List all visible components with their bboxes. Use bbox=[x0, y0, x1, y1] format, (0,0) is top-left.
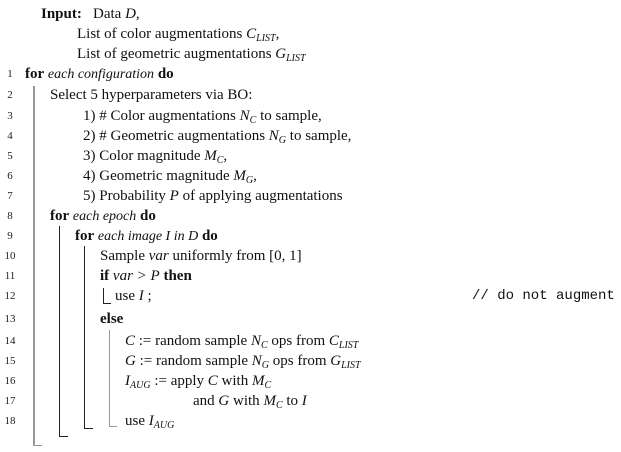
for-configuration-line: for each configuration do bbox=[25, 66, 174, 82]
line-number: 15 bbox=[4, 355, 16, 367]
hyperparam-geometric-magnitude: 4) Geometric magnitude $M_G$, bbox=[83, 168, 257, 186]
block-end-configuration bbox=[33, 445, 42, 446]
block-bar-if bbox=[103, 288, 104, 304]
line-number: 17 bbox=[4, 395, 16, 407]
line-number: 8 bbox=[7, 210, 13, 222]
line-number: 1 bbox=[7, 68, 13, 80]
line-number: 11 bbox=[4, 270, 16, 282]
block-end-image bbox=[84, 428, 93, 429]
block-bar-epoch bbox=[59, 226, 60, 437]
for-epoch-line: for each epoch do bbox=[50, 208, 156, 224]
line-number: 7 bbox=[7, 190, 13, 202]
line-number: 6 bbox=[7, 170, 13, 182]
line-number: 4 bbox=[7, 130, 13, 142]
input-label: Input: bbox=[41, 6, 82, 22]
select-hyperparameters-line: Select 5 hyperparameters via BO: bbox=[50, 87, 253, 103]
apply-augment-line: $I_{AUG}$ := apply C with $M_C$ bbox=[125, 373, 272, 391]
input-line-data: Data D, bbox=[93, 6, 140, 22]
line-number: 14 bbox=[4, 335, 16, 347]
use-augmented-line: use $I_{AUG}$ bbox=[125, 413, 175, 431]
line-number: 10 bbox=[4, 250, 16, 262]
line-number: 9 bbox=[7, 230, 13, 242]
line-number: 13 bbox=[4, 313, 16, 325]
input-line-geometric-list: List of geometric augmentations $G_{LIST}$ bbox=[77, 46, 306, 64]
block-end-else bbox=[109, 426, 117, 427]
sample-color-ops-line: C := random sample $N_C$ ops from $C_{LIST}$ bbox=[125, 333, 359, 351]
block-end-epoch bbox=[59, 436, 68, 437]
block-bar-image bbox=[84, 246, 85, 429]
comment-do-not-augment: // do not augment bbox=[472, 288, 615, 304]
else-line: else bbox=[100, 311, 124, 327]
block-end-if bbox=[103, 303, 111, 304]
hyperparam-color-count: 1) # Color augmentations $N_C$ to sample, bbox=[83, 108, 322, 126]
line-number: 18 bbox=[4, 415, 16, 427]
hyperparam-probability: 5) Probability P of applying augmentations bbox=[83, 188, 343, 204]
block-bar-configuration bbox=[33, 86, 35, 446]
line-number: 12 bbox=[4, 290, 16, 302]
for-image-line: for each image I in D do bbox=[75, 228, 218, 244]
line-number: 5 bbox=[7, 150, 13, 162]
input-line-color-list: List of color augmentations $C_{LIST}$, bbox=[77, 26, 280, 44]
if-var-line: if var > P then bbox=[100, 268, 192, 284]
line-number: 2 bbox=[7, 89, 13, 101]
block-bar-else bbox=[109, 330, 110, 427]
use-original-line: use I ; bbox=[115, 288, 152, 304]
line-number: 3 bbox=[7, 110, 13, 122]
line-number: 16 bbox=[4, 375, 16, 387]
apply-geometric-continuation-line: and G with $M_C$ to I bbox=[193, 393, 307, 411]
hyperparam-geometric-count: 2) # Geometric augmentations $N_G$ to sample, bbox=[83, 128, 352, 146]
sample-var-line: Sample var uniformly from [0, 1] bbox=[100, 248, 302, 264]
sample-geometric-ops-line: G := random sample $N_G$ ops from $G_{LIST}$ bbox=[125, 353, 361, 371]
hyperparam-color-magnitude: 3) Color magnitude $M_C$, bbox=[83, 148, 228, 166]
